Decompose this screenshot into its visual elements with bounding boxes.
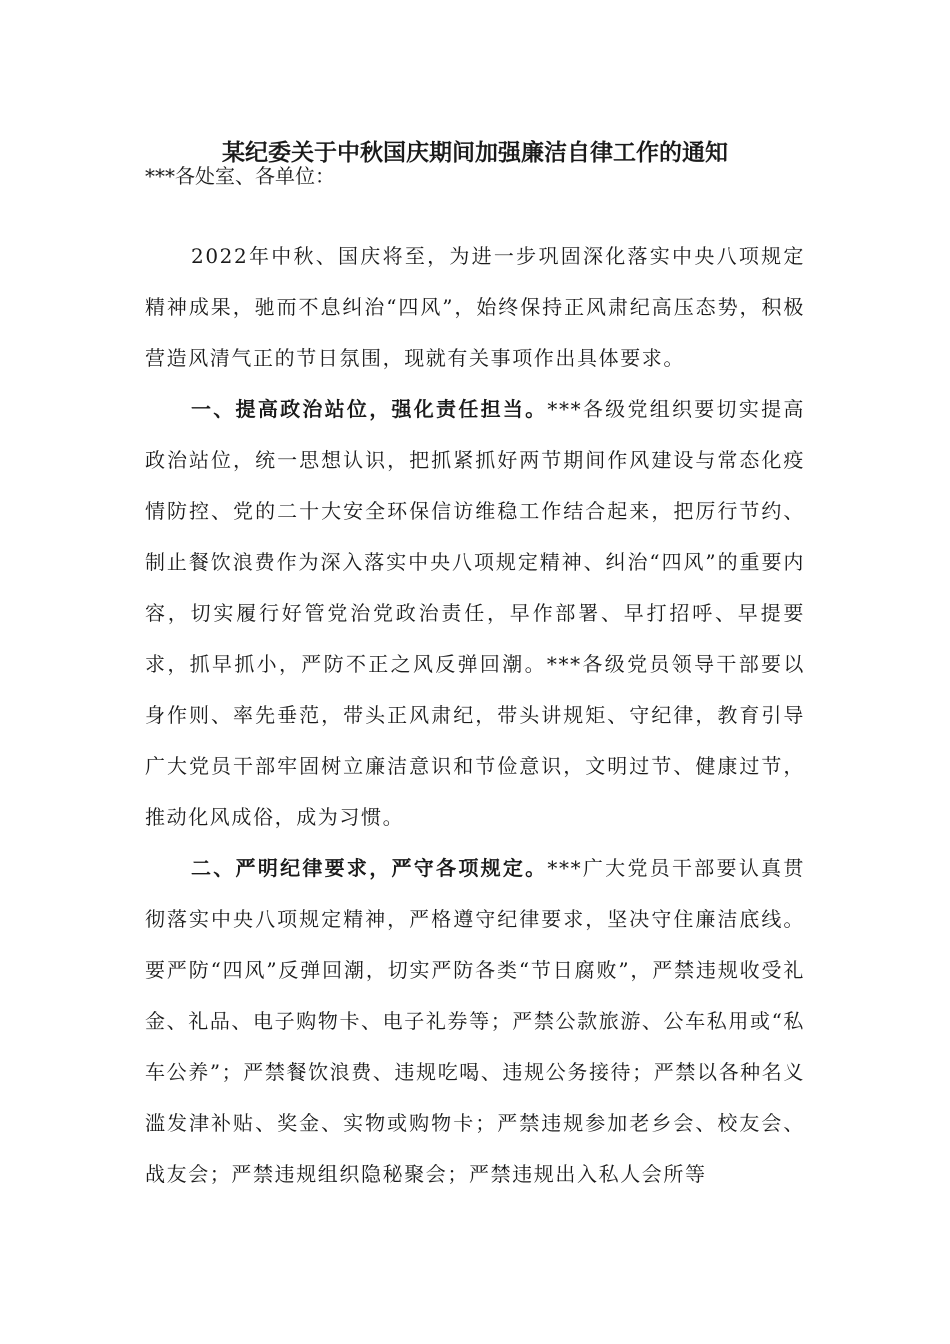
document-body — [145, 231, 805, 1200]
intro-paragraph: 2022年中秋、国庆将至，为进一步巩固深化落实中央八项规定精神成果，驰而不息纠治“四风”，始终保持正风肃纪高压态势，积极营造风清气正的节日氛围，现就有关事项作出具体要求。 — [145, 244, 805, 370]
section-heading-2: 二、严明纪律要求，严守各项规定。 — [191, 856, 548, 880]
document-title: 某纪委关于中秋国庆期间加强廉洁自律工作的通知 — [222, 139, 728, 166]
section-text-2: ***广大党员干部要认真贯彻落实中央八项规定精神，严格遵守纪律要求，坚决守住廉洁底线。要严防“四风”反弹回潮，切实严防各类“节日腐败”，严禁违规收受礼金、礼品、电子购物卡、电子礼券等；严禁公款旅游、公车私用或“私车公养”；严禁餐饮浪费、违规吃喝、违规公务接待；严禁以各种名义滥发津补贴、奖金、实物或购物卡；严禁违规参加老乡会、校友会、战友会；严禁违规组织隐秘聚会；严禁违规出入私人会所等 — [145, 856, 805, 1186]
salutation: ***各处室、各单位： — [145, 164, 335, 188]
section-text-1: ***各级党组织要切实提高政治站位，统一思想认识，把抓紧抓好两节期间作风建设与常态化疫情防控、党的二十大安全环保信访维稳工作结合起来，把厉行节约、制止餐饮浪费作为深入落实中央八项规定精神、纠治“四风”的重要内容，切实履行好管党治党政治责任，早作部署、早打招呼、早提要求，抓早抓小，严防不正之风反弹回潮。***各级党员领导干部要以身作则、率先垂范，带头正风肃纪，带头讲规矩、守纪律，教育引导广大党员干部牢固树立廉洁意识和节俭意识，文明过节、健康过节，推动化风成俗，成为习惯。 — [145, 397, 805, 829]
section-paragraph-1 — [145, 384, 805, 843]
section-heading-1: 一、提高政治站位，强化责任担当。 — [191, 397, 548, 421]
section-paragraph-2 — [145, 843, 805, 1200]
